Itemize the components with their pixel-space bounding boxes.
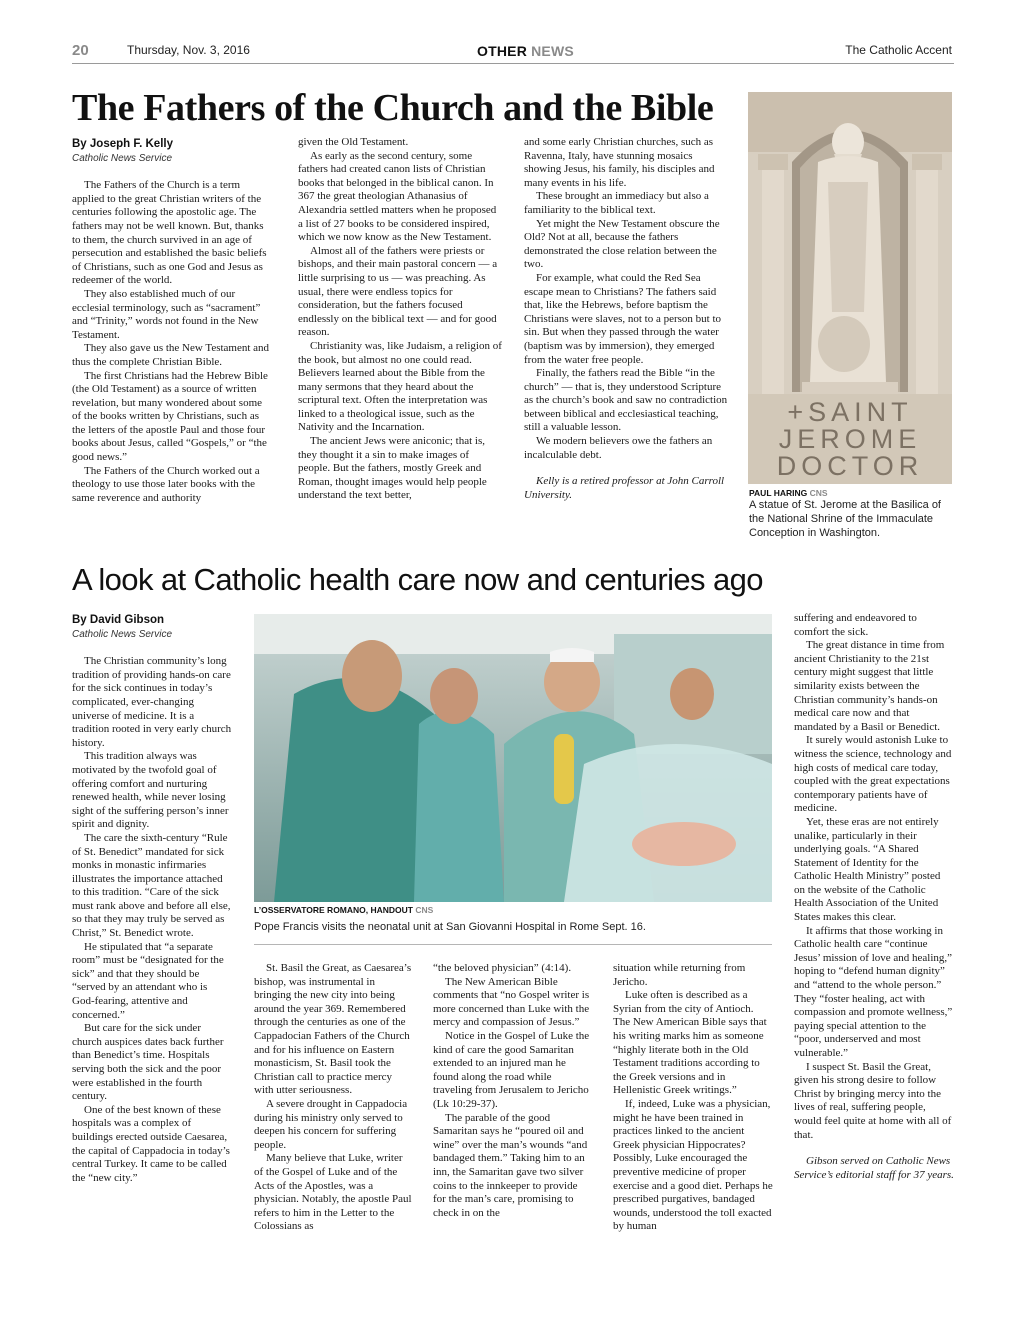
article1-paragraph: Yet might the New Testament obscure the Old? Not at all, because the fathers demonstrated the close relation between the two. (524, 217, 720, 271)
article1-signoff: Kelly is a retired professor at John Carroll University. (524, 475, 725, 501)
article2-paragraph: St. Basil the Great, as Caesarea’s bishop, was instrumental in bringing the new city into being around the year 369. Remembered through the centuries as one of the Cappadocian Fathers of the Church and for his influence on Eastern monasticism, St. Basil took the Christian call to practice mercy with utter seriousness. (254, 962, 412, 1097)
article2-paragraph: A severe drought in Cappadocia during his ministry only served to deepen his concern for suffering people. (254, 1097, 408, 1151)
page-number: 20 (72, 42, 89, 59)
article1-paragraph: The ancient Jews were aniconic; that is, they thought it a sin to make images of people. But the fathers, mostly Greek and Roman, thought images would help people understand the text better, (298, 435, 487, 502)
article2-paragraph: But care for the sick under church auspices dates back further than Benedict’s time. Hospitals serving both the sick and the poor were established in the fourth century. (72, 1022, 224, 1103)
pope-photo-credit (254, 905, 433, 915)
article1-paragraph: Almost all of the fathers were priests or bishops, and their main pastoral concern — a little surprising to us — was preaching. As usual, there were endless topics for consideration, but the fathers focused endlessly on the biblical text — and for good reason. (298, 244, 498, 339)
article2-byline: By David Gibson (72, 614, 165, 626)
article2-column-2 (254, 962, 414, 1274)
article1-paragraph: The first Christians had the Hebrew Bible (the Old Testament) as a source of written revelation, but many wondered about some of the books written by Christians, such as the letters of the apostle Paul and those four books about Jesus, called “Gospels,” or “the good news.” (72, 369, 268, 464)
article2-paragraph: Luke often is described as a Syrian from the city of Antioch. The New American Bible says that his writing marks him as someone “highly literate both in the Old Testament traditions according to the Greek versions and in Hellenistic Greek writings.” (613, 989, 767, 1097)
inscription-line-2: JEROME (778, 424, 922, 454)
article2-signoff: Gibson served on Catholic News Service’s editorial staff for 37 years. (794, 1155, 954, 1181)
article2-column-5 (794, 612, 954, 1274)
article1-paragraph: They also gave us the New Testament and thus the complete Christian Bible. (72, 342, 270, 368)
inscription-line-1: +SAINT (787, 397, 913, 427)
article2-paragraph: He stipulated that “a separate room” must be “designated for the sick” and that they should be “served by an attendant who is God-fearing, attentive and concerned.” (72, 940, 224, 1021)
caption-divider (254, 944, 772, 945)
article1-paragraph: and some early Christian churches, such as Ravenna, Italy, have stunning mosaics showing Jesus, his family, his disciples and many events in his life. (524, 136, 715, 189)
section-word-2: NEWS (531, 43, 574, 59)
credit-name: L’OSSERVATORE ROMANO, HANDOUT (254, 905, 413, 915)
article2-agency: Catholic News Service (72, 628, 173, 640)
article2-paragraph: The New American Bible comments that “no Gospel writer is more concerned than Luke with the mercy and compassion of Jesus.” (433, 975, 590, 1029)
article1-paragraph: They also established much of our ecclesial terminology, such as “sacrament” and “Trinity,” words not found in the New Testament. (72, 287, 261, 341)
article1-paragraph: The Fathers of the Church is a term applied to the great Christian writers of the centuries following the apostolic age. The fathers may not be well known. But, thanks to them, the church survived in an age of persecution and established the basic beliefs of Christians, such as one God and Jesus as redeemer of the world. (72, 179, 267, 287)
credit-agency: CNS (415, 905, 434, 915)
article2-paragraph: situation while returning from Jericho. (613, 962, 746, 988)
article1-paragraph: We modern believers owe the fathers an incalculable debt. (524, 435, 713, 461)
article2-column-4 (613, 962, 773, 1274)
article1-paragraph: The Fathers of the Church worked out a theology to use those later books with the same reverence and authority (72, 464, 260, 504)
article2-column-3 (433, 962, 593, 1274)
st-jerome-photo-credit (749, 488, 828, 498)
article2-paragraph: suffering and endeavored to comfort the sick. (794, 612, 917, 638)
article2-paragraph: “the beloved physician” (4:14). (433, 962, 572, 974)
st-jerome-statue-photo (748, 92, 952, 484)
section-name (477, 43, 574, 59)
article2-paragraph: It affirms that those working in Catholic health care “continue Jesus’ mission of love and healing,” hoping to “defend human dignity” and “attend to the whole person.” They “foster healing, act with compassion and promote wellness,” paying special attention to the “poor, underserved and most vulnerable.” (794, 924, 953, 1059)
article2-paragraph: Yet, these eras are not entirely unalike, particularly in their underlying goals. “A Shared Statement of Identity for the Catholic Health Ministry” posted on the website of the Catholic Health Association of the United States makes this clear. (794, 815, 941, 924)
article1-paragraph: Christianity was, like Judaism, a religion of the book, but almost no one could read. Believers learned about the Bible from the many sermons that they heard about the scriptural text. Often the interpretation was linked to a theological issue, such as the Nativity and the Incarnation. (298, 339, 502, 434)
credit-agency: CNS (809, 488, 828, 498)
article2-paragraph: If, indeed, Luke was a physician, might he have been trained in practices linked to the ancient Greek physician Hippocrates? Possibly, Luke encouraged the preventive medicine of proper exercise and a good diet. Perhaps he prescribed purgatives, bandaged wounds, understood the toll exacted by human (613, 1097, 773, 1233)
st-jerome-photo-caption: A statue of St. Jerome at the Basilica of the National Shrine of the Immaculate Conception in Washington. (749, 499, 941, 539)
pope-photo-caption: Pope Francis visits the neonatal unit at San Giovanni Hospital in Rome Sept. 16. (254, 921, 646, 933)
inscription-line-3: DOCTOR (776, 451, 924, 481)
publication-name: The Catholic Accent (845, 43, 952, 57)
article2-paragraph: The care the sixth-century “Rule of St. Benedict” mandated for sick monks in monastic infirmaries illustrates the importance attached to this tradition. “Care of the sick must rank above and before all else, so that they may truly be served as Christ,” St. Benedict wrote. (72, 831, 231, 940)
article1-paragraph: Finally, the fathers read the Bible “in the church” — that is, they understood Scripture as the church’s book and saw no contradiction between biblical and ecclesiastical teaching, still a valuable lesson. (524, 367, 728, 434)
article1-column-3 (524, 136, 728, 546)
article1-agency: Catholic News Service (72, 152, 173, 164)
article1-paragraph: given the Old Testament. (298, 136, 409, 148)
statue-illustration (748, 92, 952, 484)
article1-paragraph: For example, what could the Red Sea escape mean to Christians? The fathers said that, like the Hebrews, before baptism the Christians were slaves, not to a person but to sin. But when they passed through the water (baptism was by immersion), they emerged from the water free people. (524, 271, 722, 366)
article2-paragraph: The Christian community’s long tradition of providing hands-on care for the sick continues in today’s complicated, ever-changing universe of medicine. It is a tradition rooted in very early church history. (72, 655, 232, 749)
article2-headline: A look at Catholic health care now and centuries ago (72, 562, 763, 597)
article2-paragraph: Many believe that Luke, writer of the Gospel of Luke and of the Acts of the Apostles, was a physician. Notably, the apostle Paul refers to him in the Letter to the Colossians as (254, 1152, 412, 1233)
article2-paragraph: The parable of the good Samaritan says he “poured oil and wine” over the man’s wounds “and bandaged them.” Taking him to an inn, the Samaritan gave two silver coins to the innkeeper to provide for the man’s care, promising to check in on the (433, 1111, 588, 1219)
article2-paragraph: Notice in the Gospel of Luke the kind of care the good Samaritan extended to an injured man he found along the road while traveling from Jerusalem to Jericho (Lk 10:29-37). (433, 1029, 590, 1110)
article2-paragraph: The great distance in time from ancient Christianity to the 21st century might suggest that little similarity exists between the Christian community’s hands-on medical care now and that mandated by a Basil or Benedict. (794, 639, 945, 733)
article1-headline: The Fathers of the Church and the Bible (72, 87, 714, 129)
article2-paragraph: One of the best known of these hospitals was a complex of buildings erected outside Caesarea, the capital of Cappadocia in today’s central Turkey. It came to be called the “new city.” (72, 1103, 230, 1184)
article1-paragraph: As early as the second century, some fathers had created canon lists of Christian books that belonged in the biblical canon. In 367 the great theologian Athanasius of Alexandria settled matters when he proposed a list of 27 books to be considered inspired, which we now know as the New Testament. (298, 149, 497, 244)
hospital-scene-illustration (254, 614, 772, 902)
article2-paragraph: This tradition always was motivated by the twofold goal of offering comfort and nurturing renewed health, while never losing sight of the suffering person’s inner spirit and dignity. (72, 750, 229, 831)
article2-paragraph: It surely would astonish Luke to witness the science, technology and high costs of medical care today, coupled with the great expectations contemporary patients have of medicine. (794, 734, 952, 815)
article2-paragraph: I suspect St. Basil the Great, given his strong desire to follow Christ by bringing mercy into the lives of real, suffering people, would feel quite at home with all of that. (794, 1060, 952, 1141)
credit-name: PAUL HARING (749, 488, 808, 498)
article1-paragraph: These brought an immediacy but also a familiarity to the biblical text. (524, 190, 709, 216)
page-folio (72, 40, 954, 64)
pope-francis-neonatal-photo (254, 614, 772, 902)
article1-column-2 (298, 136, 502, 546)
article2-column-1 (72, 614, 232, 1274)
section-word-1: OTHER (477, 43, 527, 59)
article1-column-1 (72, 138, 272, 546)
article1-byline: By Joseph F. Kelly (72, 138, 173, 150)
issue-date: Thursday, Nov. 3, 2016 (127, 43, 250, 57)
